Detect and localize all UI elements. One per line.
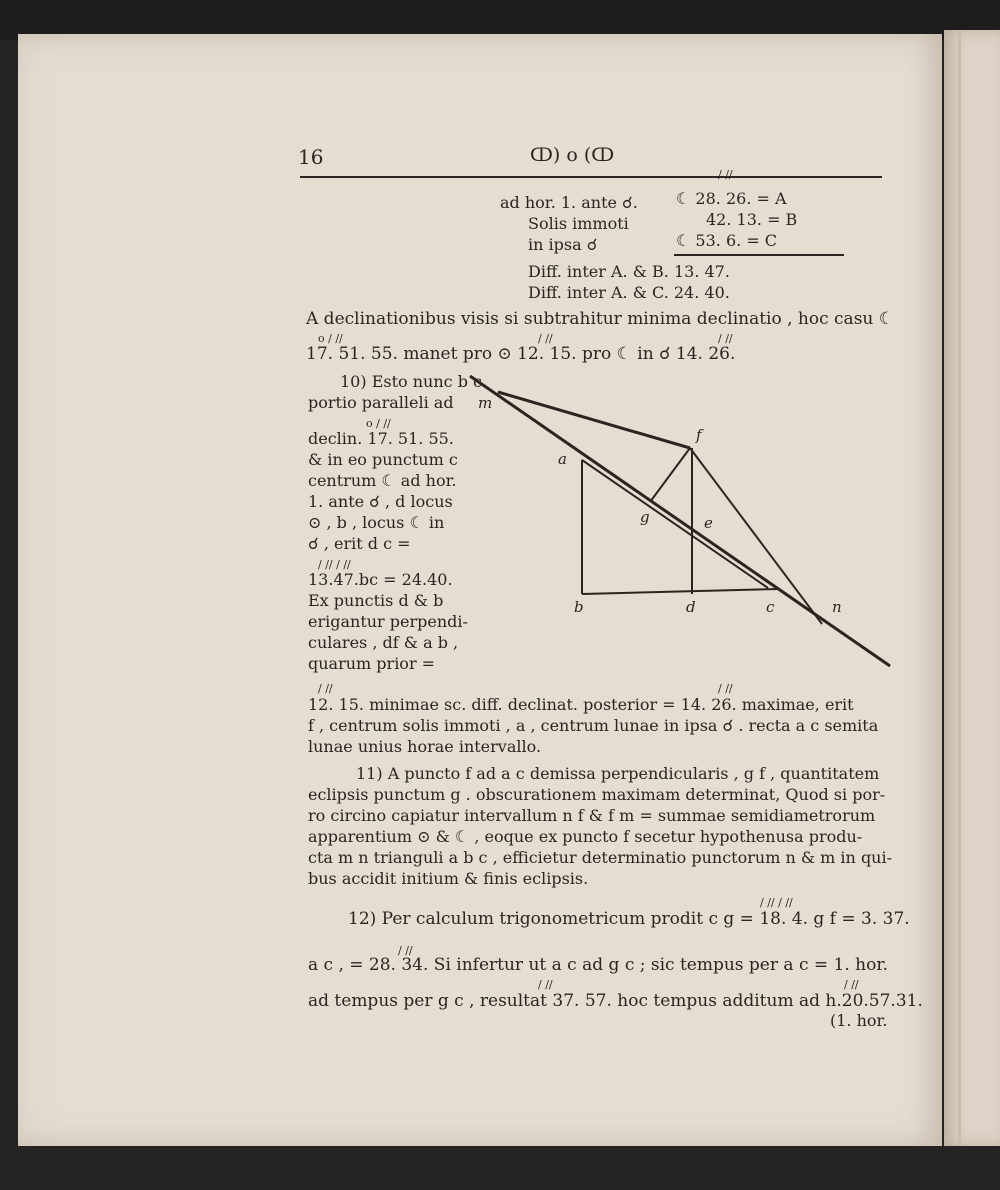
header-rule xyxy=(300,176,882,178)
diagram-label-n: n xyxy=(832,598,842,616)
sec10-line: 13.47.bc = 24.40. xyxy=(308,570,453,589)
units-line: / // xyxy=(538,332,553,345)
text-line: f , centrum solis immoti , a , centrum lunae in ipsa ☌ . recta a c semita xyxy=(308,716,879,735)
text-line: eclipsis punctum g . obscurationem maximam determinat, Quod si por- xyxy=(308,785,886,804)
sec10-line: quarum prior = xyxy=(308,654,436,673)
sec10-line: portio paralleli ad xyxy=(308,393,454,412)
sec10-line: declin. 17. 51. 55. xyxy=(308,429,454,448)
sec10-line: centrum ☾ ad hor. xyxy=(308,471,457,490)
sec10-units: / // xyxy=(318,682,333,695)
diagram-label-d: d xyxy=(686,598,696,616)
hypothenuse-line-mn xyxy=(470,376,890,666)
diagram-label-f: f xyxy=(696,426,702,444)
geometry-diagram xyxy=(458,368,898,678)
sec10-units: o / // xyxy=(366,417,391,430)
diagram-label-a: a xyxy=(558,450,567,468)
sec10-units: / // xyxy=(718,682,733,695)
text-line: ro circino capiatur intervallum n f & f m = summae semidiametrorum xyxy=(308,806,876,825)
line-ac xyxy=(582,460,768,588)
text-line: lunae unius horae intervallo. xyxy=(308,737,542,756)
line-fg xyxy=(650,448,690,502)
table-rule xyxy=(674,254,844,256)
text-line: A declinationibus visis si subtrahitur minima declinatio , hoc casu ☾ xyxy=(306,309,895,329)
sec10-line: 10) Esto nunc b c xyxy=(340,372,482,391)
table-row-label: ad hor. 1. ante ☌. xyxy=(500,193,638,212)
book-page xyxy=(18,34,942,1146)
line-bc xyxy=(582,589,778,594)
page-number: 16 xyxy=(298,145,324,169)
sec10-line: erigantur perpendi- xyxy=(308,612,468,631)
text-line: 12. 15. minimae sc. diff. declinat. posterior = 14. 26. maximae, erit xyxy=(308,695,854,714)
table-row-label: in ipsa ☌ xyxy=(528,235,598,254)
table-row-value: 42. 13. = B xyxy=(706,210,798,229)
table-diff: Diff. inter A. & B. 13. 47. xyxy=(528,262,730,281)
diagram-label-c: c xyxy=(766,598,775,616)
line-fn xyxy=(690,448,822,624)
text-line: ad tempus per g c , resultat 37. 57. hoc tempus additum ad h.20.57.31. xyxy=(308,991,923,1011)
header-ornament: ↀ) o (ↀ xyxy=(530,144,615,166)
text-line: 12) Per calculum trigonometricum prodit c g = 18. 4. g f = 3. 37. xyxy=(348,909,910,929)
sec10-line: & in eo punctum c xyxy=(308,450,458,469)
diagram-label-g: g xyxy=(640,508,650,526)
sec10-line: ☌ , erit d c = xyxy=(308,534,411,553)
table-row-value: ☾ 28. 26. = A xyxy=(676,189,787,208)
sec10-line: culares , df & a b , xyxy=(308,633,459,652)
units-line: / // xyxy=(844,978,859,991)
diagram-label-e: e xyxy=(704,514,713,532)
sec10-units: / // / // xyxy=(318,558,351,571)
line-mf xyxy=(498,392,690,448)
text-line: 17. 51. 55. manet pro ⊙ 12. 15. pro ☾ in ☌ 14. 26. xyxy=(306,344,736,364)
text-line: (1. hor. xyxy=(830,1011,888,1030)
sec10-line: ⊙ , b , locus ☾ in xyxy=(308,513,445,532)
text-line: a c , = 28. 34. Si infertur ut a c ad g c ; sic tempus per a c = 1. hor. xyxy=(308,955,888,975)
table-diff: Diff. inter A. & C. 24. 40. xyxy=(528,283,730,302)
units-line: / // xyxy=(718,332,733,345)
text-line: bus accidit initium & finis eclipsis. xyxy=(308,869,589,888)
table-units: / // xyxy=(718,168,733,181)
units-line: o / // xyxy=(318,332,343,345)
text-line: apparentium ⊙ & ☾ , eoque ex puncto f secetur hypothenusa produ- xyxy=(308,827,863,846)
text-line: 11) A puncto f ad a c demissa perpendicularis , g f , quantitatem xyxy=(356,764,880,783)
table-row-label: Solis immoti xyxy=(528,214,629,233)
units-line: / // / // xyxy=(760,896,793,909)
units-line: / // xyxy=(398,944,413,957)
sec10-line: Ex punctis d & b xyxy=(308,591,444,610)
table-row-value: ☾ 53. 6. = C xyxy=(676,231,778,250)
facing-page-edge xyxy=(944,30,1000,1146)
sec10-line: 1. ante ☌ , d locus xyxy=(308,492,453,511)
diagram-label-m: m xyxy=(478,394,493,412)
diagram-label-b: b xyxy=(574,598,584,616)
text-line: cta m n trianguli a b c , efficietur determinatio punctorum n & m in qui- xyxy=(308,848,893,867)
units-line: / // xyxy=(538,978,553,991)
